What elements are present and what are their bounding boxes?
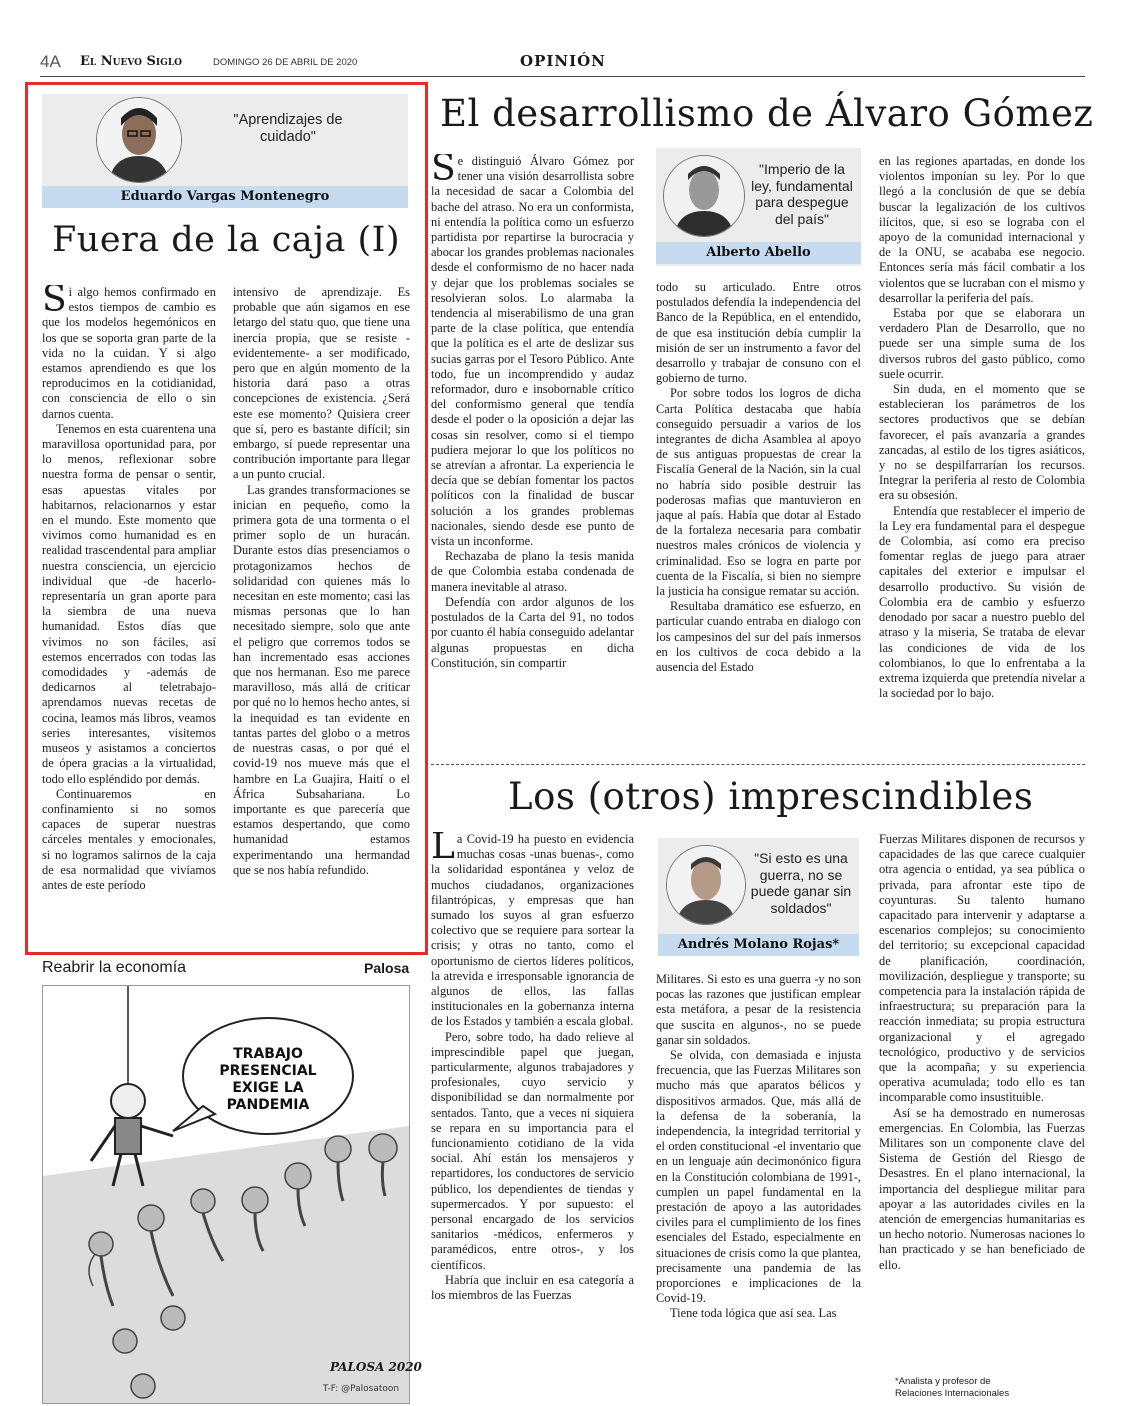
cartoon-signature: PALOSA 2020 bbox=[330, 1360, 422, 1374]
drop-cap: S bbox=[431, 154, 456, 189]
pull-quote-3: "Si esto es una guerra, no se puede ganar sin soldados" bbox=[750, 850, 852, 916]
article2-paragraph: Resultaba dramático ese esfuerzo, en particular cuando entraba en dialogo con los campesinos del sur del país inmersos en los cultivos de coca debido a la ausencia del Estado bbox=[656, 599, 861, 675]
article-title-3: Los (otros) imprescindibles bbox=[508, 775, 1034, 818]
page-number: 4A bbox=[40, 52, 61, 71]
article1-paragraph: Tenemos en esta cuarentena una maravillosa oportunidad para, por lo menos, reflexionar sobre nuestra forma de pensar o sentir, esas apuestas vitales por habitarnos, relacionarnos y estar en el mundo. Este momento que vivimos como humanidad es en realidad trascendental para ampliar nuestra consciencia, un ejercicio individual que -de hacerlo- representaría un gran aporte para la siembra de una nueva humanidad. Estos días que vivimos no son fáciles, así estemos encerrados con todas las comodidades y -además de dedicarnos al teletrabajo- aprendamos nuevas recetas de cocina, leamos más libros, veamos series interesantes, visitemos museos y asistamos a conciertos de ópera gracias a la virtualidad, todo ello espléndido por demás. bbox=[42, 421, 216, 786]
cartoon-illustration bbox=[42, 985, 410, 1404]
author-photo-avatar bbox=[663, 155, 745, 237]
article1-paragraph: Continuaremos en confinamiento si no somos capaces de superar nuestras cárceles mentales y emocionales, si no logramos salirnos de la caja de esa normalidad que vivíamos antes de este período bbox=[42, 786, 216, 892]
drop-cap: L bbox=[431, 832, 455, 867]
svg-text:PRESENCIAL: PRESENCIAL bbox=[219, 1063, 317, 1079]
svg-text:EXIGE LA: EXIGE LA bbox=[232, 1080, 304, 1096]
article2-paragraph: todo su articulado. Entre otros postulados defendía la independencia del Banco de la República, en el entendido, de que esa institución debía cumplir la misión de ser un instrumento a favor del desarrollo y trabajar de consuno con el gobierno de turno. bbox=[656, 280, 861, 386]
author-footnote: *Analista y profesor de Relaciones Internacionales bbox=[895, 1376, 1010, 1399]
article3-column-2 bbox=[656, 972, 861, 1402]
pull-quote-1: "Aprendizajes de cuidado" bbox=[233, 112, 343, 145]
publication-name: El Nuevo Siglo bbox=[80, 54, 182, 69]
author-byline-2: Alberto Abello bbox=[656, 242, 861, 264]
article2-column-1 bbox=[431, 154, 634, 750]
article-title-1: Fuera de la caja (I) bbox=[52, 220, 401, 260]
article3-paragraph: Habría que incluir en esa categoría a los miembros de las Fuerzas bbox=[431, 1272, 634, 1303]
section-title: OPINIÓN bbox=[520, 52, 606, 70]
article3-paragraph-text: a Covid-19 ha puesto en evidencia muchas cosas -unas buenas-, como la solidaridad espontánea y veloz de muchos ciudadanos, organizaciones filantrópicas, y empresas que han sumado los suyos al gran esfuerzo colectivo que se requiere para sortear la crisis; y otras no tanto, como el oportunismo de ciertos líderes políticos, la atrevida e irresponsable ignorancia de algunos de ellos, las fallas institucionales en la gobernanza interna de los Estados y también a escala global. bbox=[431, 832, 634, 1029]
article2-paragraph: Estaba por que se elaborara un verdadero Plan de Desarrollo, que no puede ser una simple suma de los diversos rubros del gasto público, como suele ocurrir. bbox=[879, 306, 1085, 381]
author-byline-1: Eduardo Vargas Montenegro bbox=[42, 186, 408, 208]
article3-paragraph: Fuerzas Militares disponen de recursos y capacidades de las que carece cualquier otra agencia o entidad, ya sea pública o privada, para afrontar este tipo de coyunturas. Su talento humano capacitado para intervenir y adaptarse a escenarios complejos; su conocimiento del territorio; su excepcional capacidad de planificación, coordinación, movilización, despliegue y transporte; su competencia para la instalación rápida de infraestructura; su preparación para la reacción inmediata; su propia estructura organizacional y el agregado tecnológico, productivo y de servicios que la acompaña; y su experiencia operativa acumulada; todo ello es tan incomparable como insustituible. bbox=[879, 832, 1085, 1105]
article3-column-1 bbox=[431, 832, 634, 1402]
article1-paragraph: intensivo de aprendizaje. Es probable que aún sigamos en ese letargo del statu quo, que tiene una inercia propia, que se resiste -evidentemente- a ser modificado, pero que en algún momento de la historia dará paso a otras concepciones de existencia. ¿Será este ese momento? Quisiera creer que sí, pero es bastante difícil; sin embargo, sí puede representar una contribución importante para llegar a un punto crucial. bbox=[233, 285, 410, 482]
article2-column-2 bbox=[656, 280, 861, 750]
article2-paragraph: Entendía que restablecer el imperio de la Ley era fundamental para el despegue de Colombia, así como era preciso fomentar reglas de juego para atraer capitales del exterior e impulsar el desarrollo productivo. Su visión de Colombia era de cambio y esfuerzo denodado por sacar a nuestro pueblo del atraso y la miseria, Se trataba de elevar las condiciones de vida de los colombianos, lo que lo enfrentaba a la extrema izquierda que pretendía nivelar a la sociedad por lo bajo. bbox=[879, 503, 1085, 701]
article2-paragraph bbox=[431, 154, 634, 549]
article3-paragraph: Se olvida, con demasiada e injusta frecuencia, que las Fuerzas Militares son mucho más que aparatos bélicos y dispositivos armados. Que, más allá de la defensa de la soberanía, la independencia, la integridad territorial y el orden constitucional -el inventario que en un lenguaje aún decimonónico figura en la Constitución colombiana de 1991-, cumplen un papel fundamental en la prestación de apoyo a las autoridades civiles para el cumplimiento de los fines esenciales del Estado, especialmente en situaciones de crisis como la que plantea, precisamente una pandemia de las proporciones e implicaciones de la Covid-19. bbox=[656, 1048, 861, 1306]
author-byline-3: Andrés Molano Rojas* bbox=[658, 934, 859, 956]
article3-paragraph: Tiene toda lógica que así sea. Las bbox=[670, 1306, 837, 1321]
cartoon-speech: TRABAJO bbox=[233, 1046, 303, 1062]
article3-column-3 bbox=[879, 832, 1085, 1372]
author-photo-avatar bbox=[96, 97, 182, 183]
article1-paragraph-text: i algo hemos confirmado en estos tiempos de cambio es que los modelos hegemónicos en los que se soporta gran parte de la vida no la cuidan. Y si algo estamos aprendiendo es que los reproducimos en la cotidianidad, con consciencia de ello o sin darnos cuenta. bbox=[42, 285, 216, 421]
article1-paragraph: Las grandes transformaciones se inician en pequeño, como la primera gota de una tormenta o el primer soplo de un huracán. Durante estos días presenciamos o protagonizamos hechos de solidaridad con quienes más lo necesitan en este momento; casi las mismas personas que lo han necesitado siempre, solo que ante el peligro que corremos todos se han incrementado esas acciones que nos hermanan. Eso me parece maravilloso, más allá de criticar por qué no lo hemos hecho antes, si la inequidad es tan evidente en tantas partes del globo o a metros de nuestras casas, o por qué el covid-19 nos mueve más que el hambre en La Guajira, Haití o el África Subsahariana. Lo importante es que parecería que estamos despertando, que como humanidad estamos experimentando una hermandad que se nos había refundido. bbox=[233, 482, 410, 877]
article1-column-1 bbox=[42, 285, 216, 943]
publication-date: DOMINGO 26 DE ABRIL DE 2020 bbox=[213, 57, 358, 68]
article-title-2: El desarrollismo de Álvaro Gómez bbox=[440, 92, 1094, 135]
author-photo-avatar bbox=[666, 845, 746, 925]
article2-paragraph: Defendía con ardor algunos de los postulados de la Carta del 91, no todos por cuanto él había conseguido adelantar algunas propuestas en dicha Constitución, sin compartir bbox=[431, 594, 634, 670]
page-header bbox=[40, 50, 1085, 77]
article1-paragraph bbox=[42, 285, 216, 422]
section-divider bbox=[431, 764, 1085, 765]
article3-paragraph: Así se ha demostrado en numerosas emergencias. En Colombia, las Fuerzas Militares son un componente clave del Sistema de Gestión del Riesgo de Desastres. En el plano internacional, la importancia del despliegue militar para apoyar a las autoridades civiles en la atención de emergencias humanitarias es un hecho notorio. Numerosas naciones lo han practicado y se han beneficiado de ello. bbox=[879, 1105, 1085, 1272]
article2-paragraph: Rechazaba de plano la tesis manida de que Colombia estaba condenada de manera inevitable al atraso. bbox=[431, 549, 634, 594]
article2-paragraph: Sin duda, en el momento que se establecieran los parámetros de los sectores productivos que se debían favorecer, el país avanzaría a grandes zancadas, al estilo de los tigres asiáticos, y no se despilfarrarían los recursos. Integrar la periferia al resto de Colombia era su obsesión. bbox=[879, 382, 1085, 503]
article2-paragraph: en las regiones apartadas, en donde los violentos imponían su ley. Por lo que llegó a la conclusión de que se debía buscar la legalización de los cultivos ilícitos, que, si eso se lograba con el apoyo de la comunidad internacional y de la ONU, se acababa ese negocio. Entonces sería más fácil combatir a los violentos que se lucraban con el mismo y desarrollar la periferia del país. bbox=[879, 154, 1085, 305]
pull-quote-2: "Imperio de la ley, fundamental para despegue del país" bbox=[751, 161, 853, 227]
svg-text:PANDEMIA: PANDEMIA bbox=[226, 1097, 310, 1113]
article1-column-2 bbox=[233, 285, 410, 943]
article2-column-3 bbox=[879, 154, 1085, 750]
cartoon-artist: Palosa bbox=[364, 960, 410, 976]
svg-text:T-F: @Palosatoon: T-F: @Palosatoon bbox=[322, 1384, 400, 1394]
article3-paragraph: Pero, sobre todo, ha dado relieve al imprescindible papel que juegan, particularmente, algunos trabajadores y profesionales, cuyo servicio y disponibilidad se dan normalmente por sentados. Tanto, que a veces ni siquiera se repara en su importancia para el funcionamiento cotidiano de la vida social. Ahí están los mensajeros y repartidores, los conductores de servicio público, los dependientes de tiendas y supermercados. Y por supuesto: el personal encargado de los servicios sanitarios -médicos, enfermeros y paramédicos, entre otros-, y los científicos. bbox=[431, 1029, 634, 1272]
cartoon-title: Reabrir la economía bbox=[42, 959, 187, 976]
article3-paragraph: Militares. Si esto es una guerra -y no son pocas las razones que justifican emplear esta metáfora, a pesar de la resistencia que suscita en algunos-, no se puede ganar sin soldados. bbox=[656, 972, 861, 1047]
article2-paragraph: Por sobre todos los logros de dicha Carta Política destacaba que había conseguido persuadir a varios de los integrantes de dicha Asamblea al apoyo de sus antiguas propuestas de crear la Fiscalía General de la Nación, sin la cual no habría sido posible destruir las poderosas mafias que mantuvieron en jaque al país. Había que dotar al Estado de la fortaleza necesaria para combatir nuestros males crónicos de violencia y criminalidad. Eso se logra en parte por cuenta de la Fiscalía, si bien no siempre la justicia ha consigue rematar su acción. bbox=[656, 386, 861, 599]
drop-cap: S bbox=[42, 285, 67, 320]
article2-paragraph-text: e distinguió Álvaro Gómez por tener una visión desarrollista sobre la necesidad de sacar a Colombia del bache del atraso. No era un conformista, ni entendía la política como un esfuerzo partidista por repartirse la burocracia y abocar los grandes problemas nacionales desde el conformismo de no hacer nada y dejar que los problemas sociales se resolvieran solos. Lo alarmaba la tendencia al miserabilismo de una gran parte de la clase política, que entendía que la política es el arte de deslizar sus sucias garras por el Tesoro Público. Ante todo, fue un incomprendido y audaz reformador, duro e insobornable crítico del conformismo general que tendía desde el poder o la oposición a dejar las cosas sin resolver, como si el tiempo pudiera mejorar lo que los políticos no se atrevían a afrontar. La experiencia le decía que se debían fomentar los pactos políticos con la finalidad de buscar solución a los grandes problemas nacionales, siendo desde ese punto de vista un inconforme. bbox=[431, 154, 634, 549]
article3-paragraph bbox=[431, 832, 634, 1030]
